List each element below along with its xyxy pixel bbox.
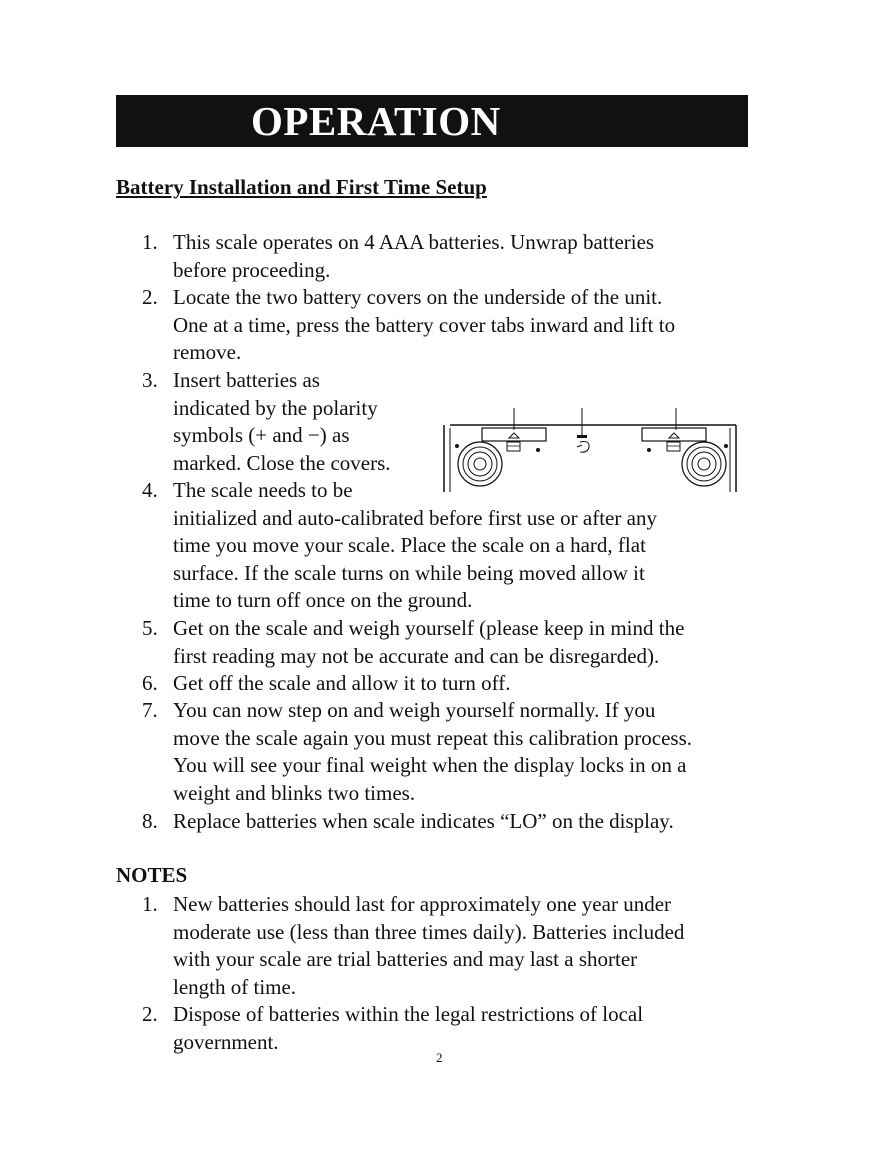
screw-dot [536, 448, 540, 452]
note-line: with your scale are trial batteries and may last a shorter [173, 947, 638, 971]
step-number: 2. [142, 285, 158, 309]
right-foot [682, 442, 726, 486]
step-number: 4. [142, 478, 158, 502]
right-battery-cover [642, 428, 706, 441]
step-line: You can now step on and weigh yourself normally. If you [173, 698, 656, 722]
step-line: remove. [173, 340, 242, 364]
step-number: 3. [142, 368, 158, 392]
screw-dot [455, 444, 459, 448]
step-line: weight and blinks two times. [173, 780, 416, 805]
step-line: time to turn off once on the ground. [173, 588, 473, 612]
notes-heading: NOTES [116, 863, 188, 887]
screw-dot [647, 448, 651, 452]
step-number: 1. [142, 230, 158, 254]
step-line: Get on the scale and weigh yourself (please keep in mind the [173, 616, 685, 640]
section-banner [116, 95, 748, 147]
step-line: surface. If the scale turns on while being moved allow it [173, 560, 645, 585]
note-number: 2. [142, 1002, 158, 1026]
step-number: 8. [142, 809, 158, 833]
note-line: length of time. [173, 974, 297, 999]
note-line: New batteries should last for approximately one year under [173, 892, 672, 916]
step-line: time you move your scale. Place the scale on a hard, flat [173, 533, 646, 557]
unit-switch-icon [577, 435, 587, 438]
left-cover-latch [507, 442, 520, 451]
step-line: Get off the scale and allow it to turn off. [173, 671, 511, 695]
step-line: Replace batteries when scale indicates “LO” on the display. [173, 809, 674, 833]
step-line: symbols (+ and −) as [173, 423, 350, 447]
step-line: first reading may not be accurate and can be disregarded). [173, 643, 660, 668]
step-line: One at a time, press the battery cover tabs inward and lift to [173, 312, 676, 337]
step-line: indicated by the polarity [173, 395, 378, 420]
step-number: 6. [142, 671, 158, 695]
note-line: government. [173, 1029, 279, 1054]
right-cover-tab-arrow [669, 433, 679, 438]
note-line: moderate use (less than three times daily). Batteries included [173, 919, 685, 944]
step-line: You will see your final weight when the display locks in on a [173, 753, 687, 777]
step-line: The scale needs to be [173, 478, 353, 502]
left-cover-tab-arrow [509, 433, 519, 438]
battery-compartment-diagram [440, 402, 740, 494]
note-line: Dispose of batteries within the legal restrictions of local [173, 1002, 644, 1026]
step-line: before proceeding. [173, 257, 331, 282]
step-number: 5. [142, 616, 158, 640]
step-line: This scale operates on 4 AAA batteries. Unwrap batteries [173, 230, 655, 254]
section-heading: Battery Installation and First Time Setup [116, 175, 487, 199]
left-foot [458, 442, 502, 486]
right-cover-latch [667, 442, 680, 451]
step-number: 7. [142, 698, 158, 722]
note-number: 1. [142, 892, 158, 916]
step-line: marked. Close the covers. [173, 450, 391, 475]
page-number: 2 [436, 1050, 443, 1065]
banner-title: OPERATION [251, 98, 501, 144]
step-line: Locate the two battery covers on the underside of the unit. [173, 285, 663, 309]
step-line: initialized and auto-calibrated before first use or after any [173, 505, 657, 530]
step-line: move the scale again you must repeat this calibration process. [173, 725, 693, 750]
step-line: Insert batteries as [173, 368, 320, 392]
switch-arrow-icon [580, 442, 589, 453]
screw-dot [724, 444, 728, 448]
